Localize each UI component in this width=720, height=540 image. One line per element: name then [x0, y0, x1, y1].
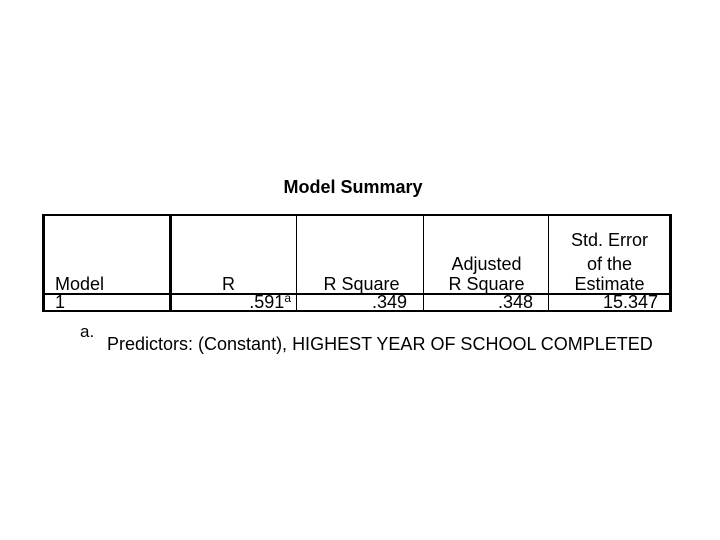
cell-r-footnote-marker: a: [284, 291, 291, 305]
header-std-error-line1: Std. Error: [570, 230, 649, 250]
footnote-marker: a.: [80, 322, 95, 341]
cell-r-value: .591: [249, 292, 285, 312]
footnote-text: Predictors: (Constant), HIGHEST YEAR OF SCHOOL COMPLETED: [107, 334, 653, 354]
model-summary-table: [42, 214, 672, 312]
header-std-error-line2: of the: [586, 254, 633, 274]
column-divider: [169, 216, 172, 310]
cell-adjusted-r-square: .348: [497, 292, 533, 312]
table-title: Model Summary: [283, 177, 423, 197]
column-divider: [548, 216, 549, 310]
column-divider: [296, 216, 297, 310]
cell-std-error: 15.347: [602, 292, 658, 312]
header-std-error-line3: Estimate: [574, 274, 645, 294]
column-divider: [423, 216, 424, 310]
header-r: R: [222, 274, 235, 294]
header-adjusted-line1: Adjusted: [451, 254, 522, 274]
header-model: Model: [55, 274, 105, 294]
cell-r: [185, 292, 291, 312]
header-r-square: R Square: [323, 274, 400, 294]
cell-r-square: .349: [371, 292, 407, 312]
header-adjusted-line2: R Square: [448, 274, 525, 294]
cell-model: 1: [55, 292, 66, 312]
